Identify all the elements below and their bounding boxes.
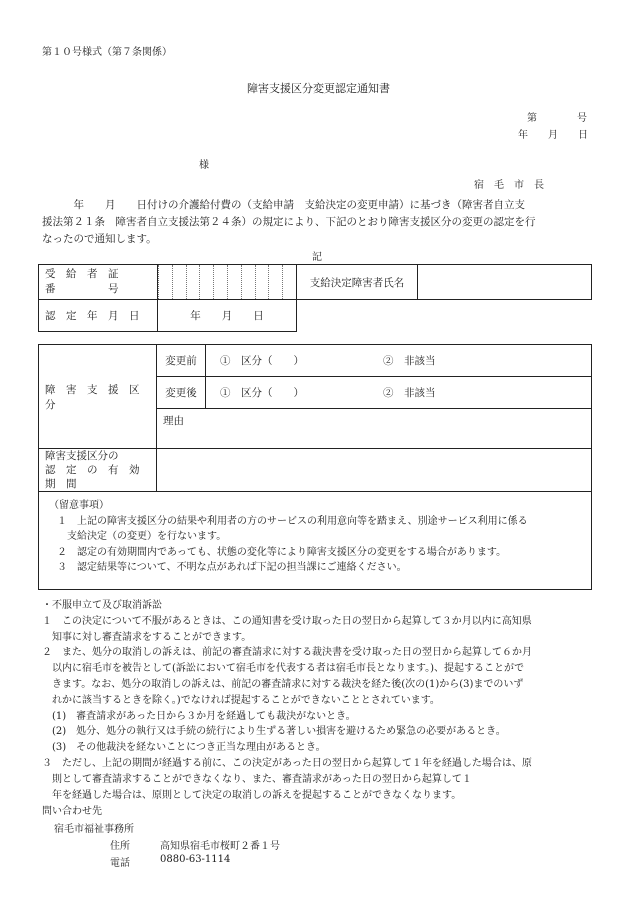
appeal-line-2: 知事に対し審査請求をすることができます。	[42, 631, 252, 643]
contact-address-value: 高知県宿毛市桜町２番１号	[160, 841, 280, 852]
recipient-number-label-top: 受 給 者 証	[45, 268, 119, 280]
after-option-1[interactable]: ① 区分（ ）	[220, 387, 304, 399]
body-line-1: 年 月 日付けの介護給付費の（支給申請 支給決定の変更申請）に基づき（障害者自立支	[42, 199, 525, 211]
appeal-section	[42, 598, 532, 803]
recipient-number-label-bottom: 番 号	[45, 283, 119, 295]
appeal-heading: ・不服申立て及び取消訴訟	[42, 600, 162, 611]
document-title: 障害支援区分変更認定通知書	[247, 82, 390, 95]
category-label-cell	[39, 345, 157, 449]
recipient-table	[38, 264, 592, 332]
recipient-name-label: 支給決定障害者氏名	[297, 265, 418, 300]
appeal-line-10: ３ ただし、上記の期間が経過する前に、この決定があった日の翌日から起算して１年を経過した場合は、原	[42, 757, 532, 769]
note-1: １ 上記の障害支援区分の結果や利用者の方のサービスの利用意向等を踏まえ、別途サービス利用に係る	[57, 515, 528, 527]
notes-cell	[39, 492, 592, 590]
before-label: 変更前	[157, 345, 206, 377]
appeal-line-11: 則として審査請求することができなくなり、また、審査請求があった日の翌日から起算して１	[42, 773, 472, 785]
validity-value[interactable]	[157, 449, 592, 492]
document-number: 第 号	[527, 113, 587, 124]
after-option-2[interactable]: ② 非該当	[383, 387, 436, 399]
cert-date-label: 認 定 年 月 日	[45, 310, 140, 322]
body-line-2: 援法第２１条 障害者自立支援法第２４条）の規定により、下記のとおり障害支援区分の変更の認定を行	[42, 216, 536, 228]
appeal-line-12: 年を経過した場合は、原則として決定の取消しの訴えを提起することができなくなります。	[42, 789, 462, 801]
note-1-cont: 支給決定（の変更）を行ないます。	[57, 531, 227, 542]
before-option-2[interactable]: ② 非該当	[383, 355, 436, 367]
note-2: ２ 認定の有効期間内であっても、状態の変化等により障害支援区分の変更をする場合があります。	[57, 546, 507, 558]
body-line-3: なったので通知します。	[42, 233, 157, 245]
recipient-number-boxes[interactable]	[158, 265, 297, 300]
notes-title: （留意事項）	[49, 500, 109, 511]
contact-heading: 問い合わせ先	[42, 806, 102, 817]
appeal-line-1: １ この決定について不服があるときは、この通知書を受け取った日の翌日から起算して３か月以内に高知県	[42, 615, 532, 627]
sender-name: 宿 毛 市 長	[474, 180, 544, 191]
appeal-line-5: きます。なお、処分の取消しの訴えは、前記の審査請求に対する裁決を経た後(次の(1)から(3)までのいず	[42, 678, 524, 690]
before-options	[206, 345, 592, 377]
reason-cell[interactable]	[157, 409, 592, 449]
reason-label: 理由	[163, 415, 184, 427]
note-3: ３ 認定結果等について、不明な点があれば下記の担当課にご連絡ください。	[57, 562, 407, 573]
body-paragraph	[42, 197, 536, 248]
recipient-number-label-cell	[39, 265, 158, 300]
addressee-suffix: 様	[199, 160, 209, 171]
validity-label-cell	[39, 449, 157, 492]
appeal-line-6: れかに該当するときを除く。)でなければ提起することができないこととされています。	[42, 694, 440, 706]
appeal-line-9: (3) その他裁決を経ないことにつき正当な理由があるとき。	[42, 742, 326, 754]
cert-date-label-cell	[39, 300, 158, 332]
contact-office: 宿毛市福祉事務所	[54, 824, 134, 835]
recipient-name-value[interactable]	[418, 265, 592, 300]
support-category-table	[38, 344, 592, 590]
validity-label-top: 障害支援区分の	[45, 450, 119, 462]
contact-phone-value: 0880-63-1114	[160, 854, 231, 865]
appeal-line-4: 以内に宿毛市を被告として(訴訟において宿毛市を代表する者は宿毛市長となります。)、提起することがで	[42, 663, 525, 675]
after-options	[206, 377, 592, 409]
appeal-line-8: (2) 処分、処分の執行又は手続の続行により生ずる著しい損害を避けるため緊急の必要があるとき。	[42, 726, 506, 738]
contact-phone-label: 電話	[110, 858, 130, 869]
before-option-1[interactable]: ① 区分（ ）	[220, 355, 304, 367]
issue-date: 年 月 日	[518, 130, 588, 141]
appeal-line-7: (1) 審査請求があった日から３か月を経過しても裁決がないとき。	[42, 710, 356, 722]
validity-label-bottom: 認 定 の 有 効 期 間	[45, 464, 150, 490]
after-label: 変更後	[157, 377, 206, 409]
form-number: 第１０号様式（第７条関係）	[42, 47, 172, 58]
contact-address-label: 住所	[110, 841, 130, 852]
appeal-line-3: ２ また、処分の取消しの訴えは、前記の審査請求に対する裁決書を受け取った日の翌日から起算して６か月	[42, 647, 532, 659]
cert-date-value[interactable]: 年 月 日	[158, 300, 297, 332]
ki-label: 記	[312, 252, 322, 263]
category-label: 障 害 支 援 区 分	[45, 383, 150, 411]
